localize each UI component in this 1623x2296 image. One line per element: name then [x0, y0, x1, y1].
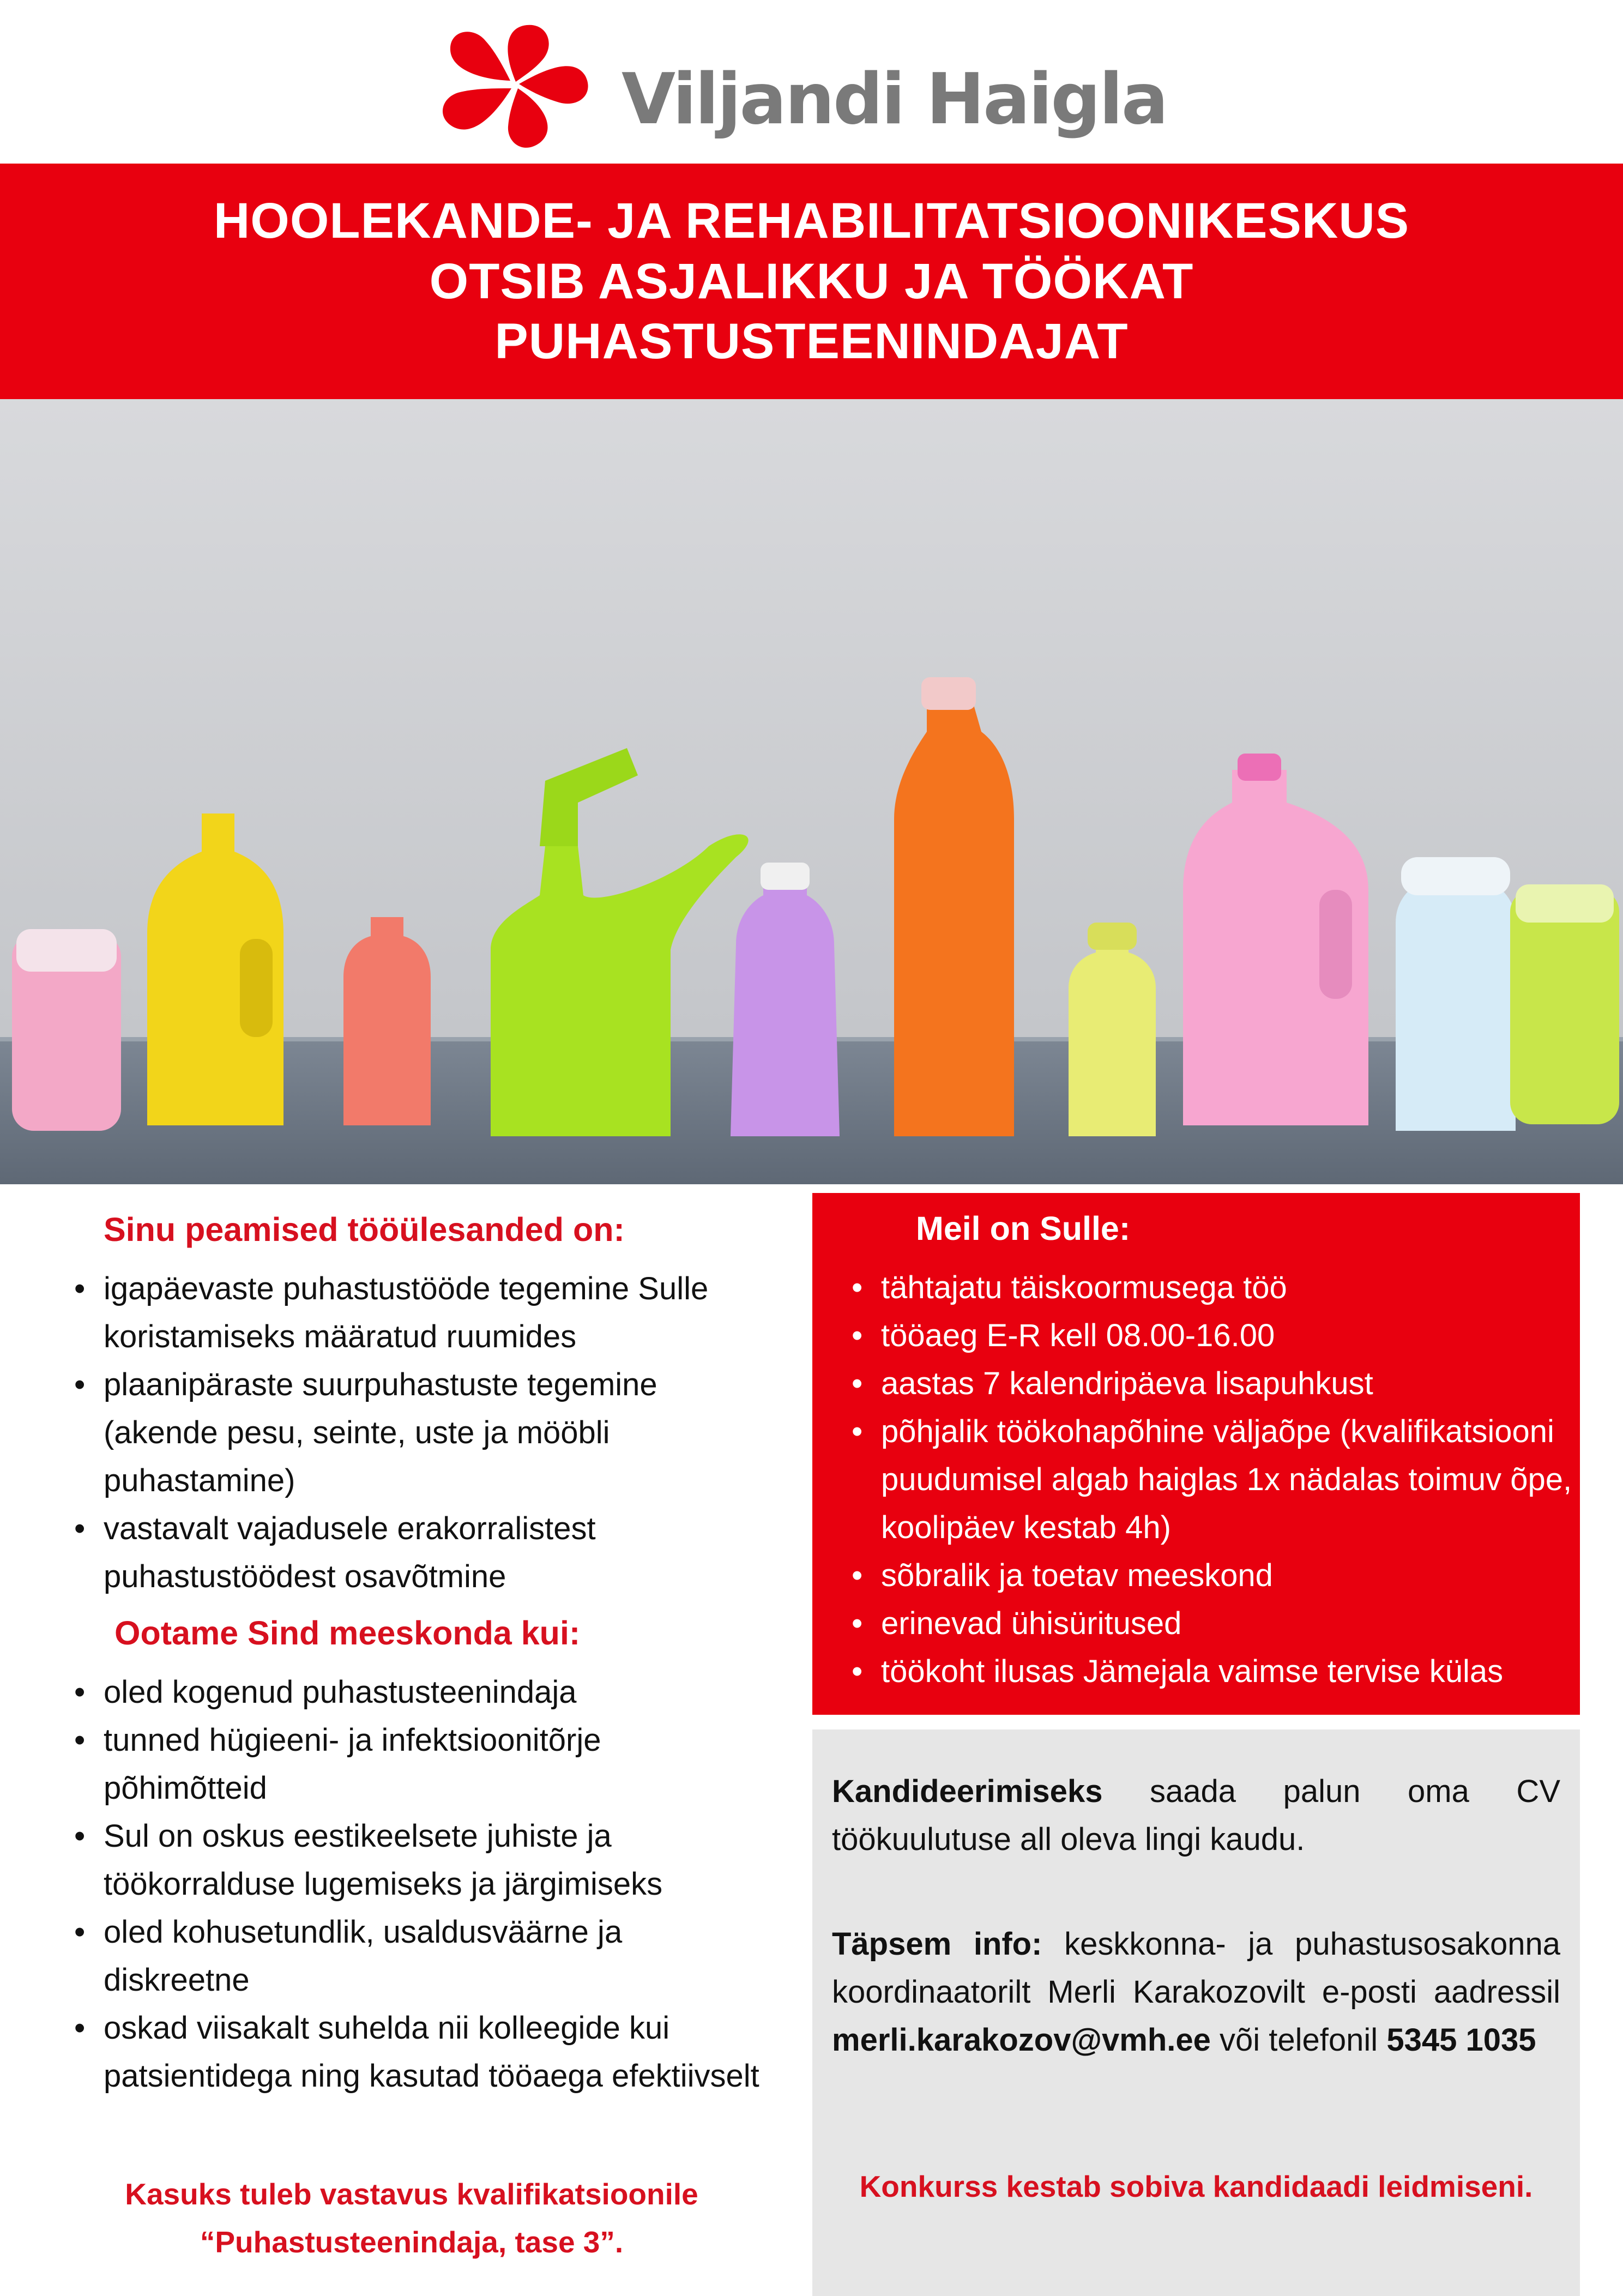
list-item: • põhjalik töökohapõhine väljaõpe (kvalifikatsiooni puudumisel algab haiglas 1x nädalas toimuv õpe, koolipäev kestab 4h) — [844, 1408, 1574, 1552]
tasks-heading: Sinu peamised tööülesanded on: — [104, 1211, 625, 1248]
offer-list — [844, 1264, 1574, 1696]
headline-banner — [0, 164, 1623, 399]
contest-note: Konkurss kestab sobiva kandidaadi leidmiseni. — [859, 2170, 1533, 2203]
list-item: • tähtajatu täiskoormusega töö — [844, 1264, 1574, 1312]
cleaning-bottles-photo — [0, 399, 1623, 1184]
tasks-list — [67, 1265, 770, 1601]
list-item: • plaanipäraste suurpuhastuste tegemine (akende pesu, seinte, uste ja mööbli puhastamine) — [67, 1361, 770, 1505]
details-paragraph — [832, 1920, 1560, 2064]
contact-phone[interactable]: 5345 1035 — [1386, 2022, 1536, 2058]
contact-email[interactable]: merli.karakozov@vmh.ee — [832, 2022, 1211, 2058]
requirements-list — [67, 1668, 770, 2100]
apply-paragraph — [832, 1768, 1560, 1864]
list-item: • tunned hügieeni- ja infektsioonitõrje põhimõtteid — [67, 1716, 770, 1812]
headline-line-1: HOOLEKANDE- JA REHABILITATSIOONIKESKUS — [213, 193, 1410, 249]
list-item: • erinevad ühisüritused — [844, 1600, 1574, 1648]
headline-line-3: PUHASTUSTEENINDAJAT — [494, 314, 1129, 370]
list-item: • aastas 7 kalendripäeva lisapuhkust — [844, 1360, 1574, 1408]
or-text: või telefonil — [1210, 2022, 1387, 2058]
list-item: • oled kogenud puhastusteenindaja — [67, 1668, 770, 1716]
qualification-note-line-2: “Puhastusteenindaja, tase 3”. — [200, 2225, 624, 2259]
apply-label: Kandideerimiseks — [832, 1774, 1103, 1809]
hospital-logo — [420, 15, 1167, 157]
contact-info-box — [812, 1729, 1580, 2296]
flower-logo-icon — [420, 15, 605, 157]
details-text: keskkonna- ja puhastusosakonna koordinaatorilt Merli Karakozovilt e-posti aadressil — [832, 1926, 1560, 2010]
qualification-note-line-1: Kasuks tuleb vastavus kvalifikatsioonile — [125, 2177, 698, 2211]
hospital-name: Viljandi Haigla — [622, 59, 1167, 140]
list-item: • igapäevaste puhastustööde tegemine Sulle koristamiseks määratud ruumides — [67, 1265, 770, 1361]
list-item: • sõbralik ja toetav meeskond — [844, 1552, 1574, 1600]
qualification-note — [49, 2170, 774, 2266]
team-heading: Ootame Sind meeskonda kui: — [114, 1614, 581, 1652]
list-item: • vastavalt vajadusele erakorralistest puhastustöödest osavõtmine — [67, 1505, 770, 1601]
list-item: • oled kohusetundlik, usaldusväärne ja diskreetne — [67, 1908, 770, 2004]
list-item: • Sul on oskus eestikeelsete juhiste ja töökorralduse lugemiseks ja järgimiseks — [67, 1812, 770, 1908]
details-label: Täpsem info: — [832, 1926, 1042, 1962]
offer-box — [812, 1193, 1580, 1715]
apply-text: saada palun oma CV töökuulutuse all oleva lingi kaudu. — [832, 1774, 1560, 1857]
headline-line-2: OTSIB ASJALIKKU JA TÖÖKAT — [429, 253, 1194, 309]
list-item: • tööaeg E-R kell 08.00-16.00 — [844, 1312, 1574, 1360]
offer-heading: Meil on Sulle: — [916, 1210, 1131, 1247]
list-item: • oskad viisakalt suhelda nii kolleegide kui patsientidega ning kasutad tööaega efektiivselt — [67, 2004, 770, 2100]
list-item: • töökoht ilusas Jämejala vaimse tervise külas — [844, 1648, 1574, 1696]
